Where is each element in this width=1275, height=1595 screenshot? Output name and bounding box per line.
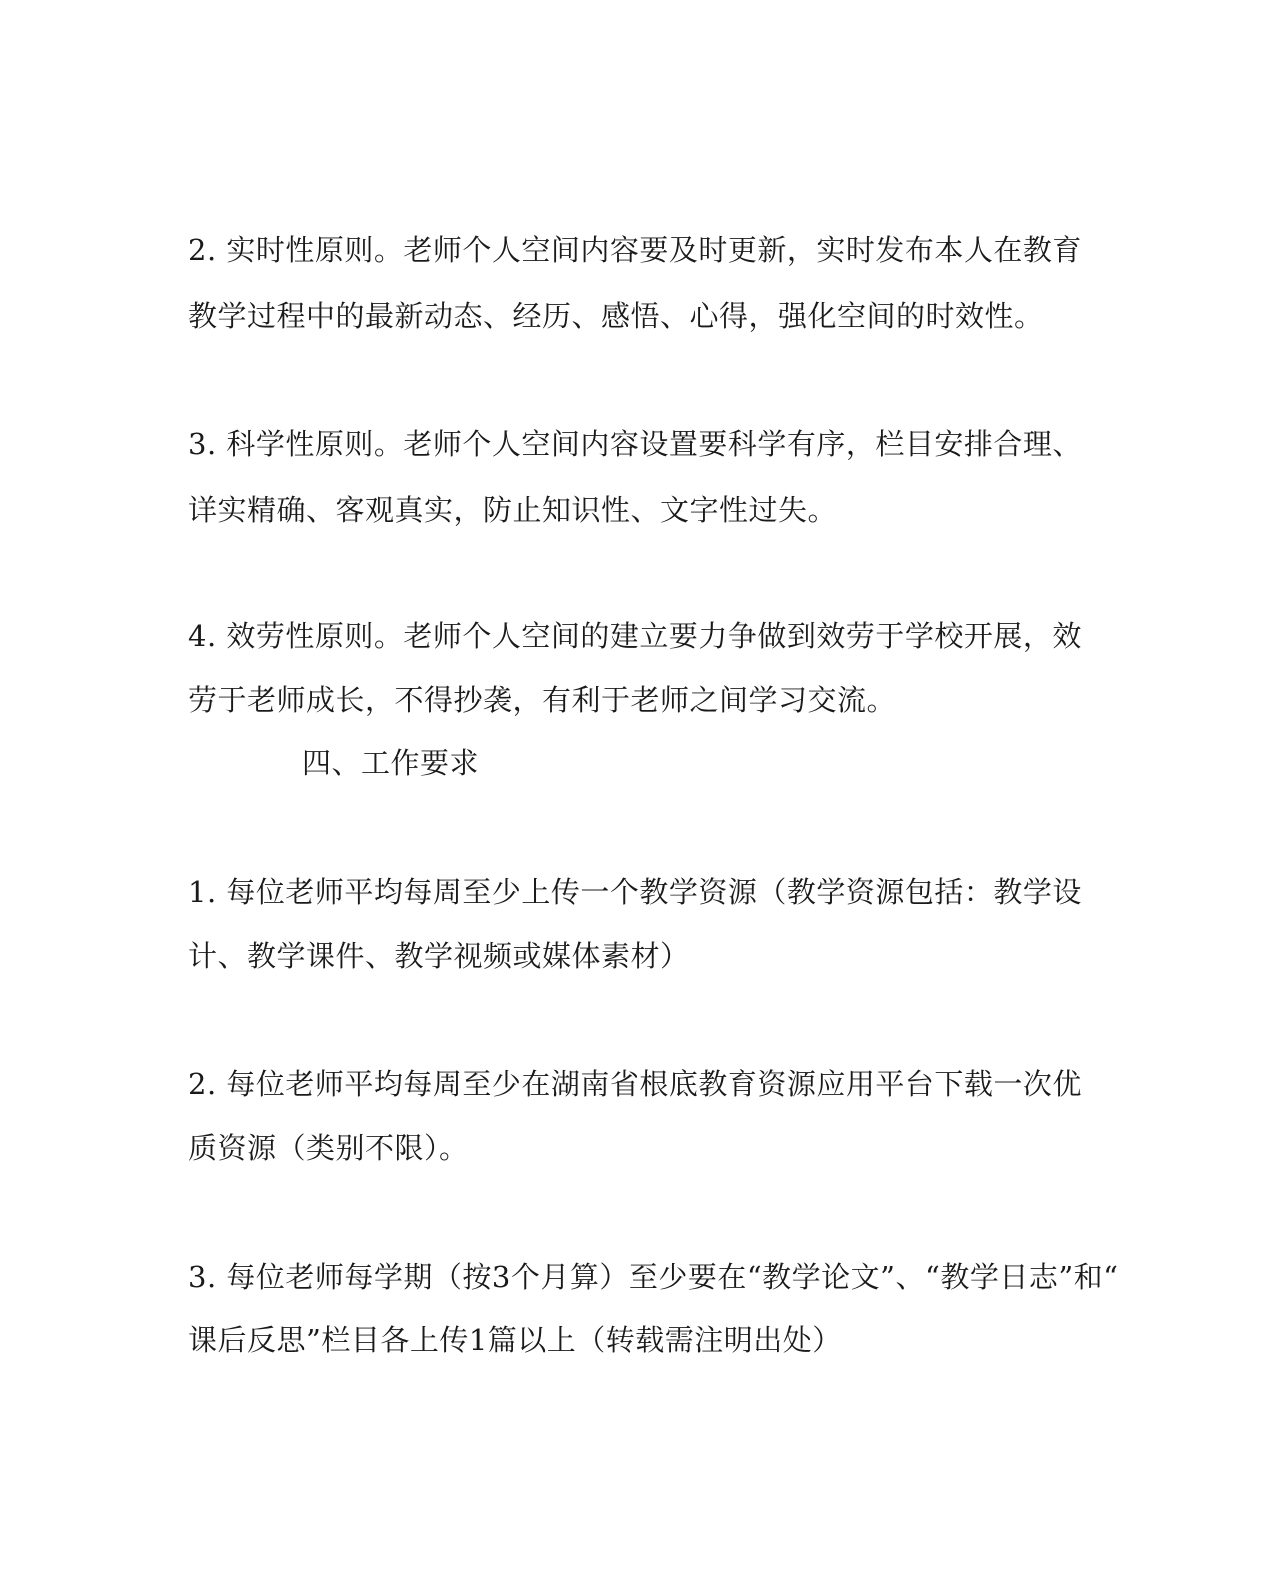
requirement-2-line-1: 2. 每位老师平均每周至少在湖南省根底教育资源应用平台下载一次优 [188, 1067, 1082, 1101]
principle-3-line-1: 3. 科学性原则。老师个人空间内容设置要科学有序，栏目安排合理、 [188, 427, 1082, 461]
principle-4-line-1: 4. 效劳性原则。老师个人空间的建立要力争做到效劳于学校开展，效 [188, 619, 1082, 653]
section-heading-work-requirements: 四、工作要求 [302, 746, 480, 780]
requirement-1-line-2: 计、教学课件、教学视频或媒体素材） [188, 939, 690, 973]
requirement-3-line-2: 课后反思”栏目各上传1篇以上（转载需注明出处） [188, 1323, 842, 1357]
principle-4-line-2: 劳于老师成长，不得抄袭，有利于老师之间学习交流。 [188, 683, 897, 717]
principle-3-line-2: 详实精确、客观真实，防止知识性、文字性过失。 [188, 493, 838, 527]
requirement-1-line-1: 1. 每位老师平均每周至少上传一个教学资源（教学资源包括：教学设 [188, 875, 1082, 909]
principle-2-line-2: 教学过程中的最新动态、经历、感悟、心得，强化空间的时效性。 [188, 299, 1044, 333]
requirement-2-line-2: 质资源（类别不限）。 [188, 1131, 469, 1165]
principle-2-line-1: 2. 实时性原则。老师个人空间内容要及时更新，实时发布本人在教育 [188, 233, 1082, 267]
requirement-3-line-1: 3. 每位老师每学期（按3个月算）至少要在“教学论文”、“教学日志”和“ [188, 1260, 1119, 1294]
